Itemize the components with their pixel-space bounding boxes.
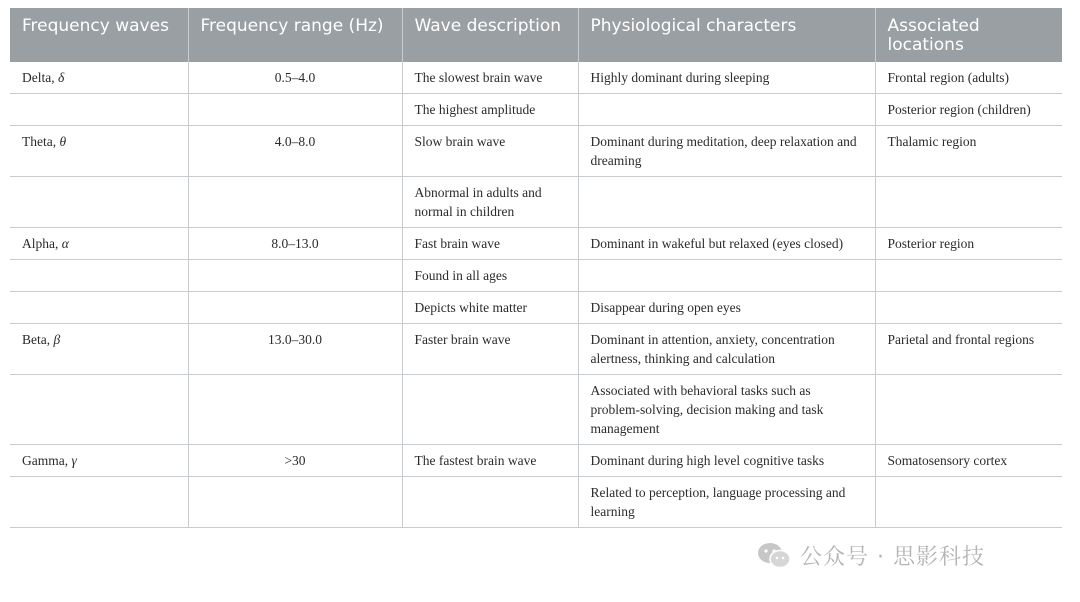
cell-associated-location: Somatosensory cortex — [875, 445, 1062, 477]
cell-wave-description: The highest amplitude — [402, 94, 578, 126]
cell-frequency-wave — [10, 292, 188, 324]
table-row — [10, 445, 1062, 477]
cell-frequency-wave — [10, 228, 188, 260]
cell-physiological-characters: Associated with behavioral tasks such as problem-solving, decision making and task management — [578, 375, 875, 445]
cell-physiological-characters — [578, 94, 875, 126]
cell-frequency-wave — [10, 477, 188, 528]
header-frequency-waves: Frequency waves — [10, 8, 188, 62]
table-header — [10, 8, 1062, 62]
cell-frequency-wave — [10, 375, 188, 445]
cell-frequency-range: 4.0–8.0 — [188, 126, 402, 177]
cell-associated-location: Posterior region — [875, 228, 1062, 260]
cell-wave-description: Depicts white matter — [402, 292, 578, 324]
wechat-icon — [756, 541, 792, 571]
cell-frequency-range: 8.0–13.0 — [188, 228, 402, 260]
table-row — [10, 477, 1062, 528]
table-row — [10, 94, 1062, 126]
wave-symbol: β — [53, 332, 61, 347]
header-associated-locations: Associated locations — [875, 8, 1062, 62]
cell-associated-location: Thalamic region — [875, 126, 1062, 177]
cell-frequency-wave — [10, 445, 188, 477]
cell-frequency-wave — [10, 177, 188, 228]
watermark-text: 公众号 · 思影科技 — [800, 545, 985, 570]
cell-frequency-range — [188, 477, 402, 528]
wave-symbol: α — [61, 236, 69, 251]
cell-wave-description: Abnormal in adults and normal in children — [402, 177, 578, 228]
cell-associated-location: Frontal region (adults) — [875, 62, 1062, 94]
table-row — [10, 177, 1062, 228]
cell-physiological-characters: Dominant during high level cognitive tasks — [578, 445, 875, 477]
header-frequency-range: Frequency range (Hz) — [188, 8, 402, 62]
cell-frequency-wave — [10, 126, 188, 177]
wave-symbol: θ — [59, 134, 67, 149]
table-body — [10, 62, 1062, 528]
header-physiological-characters: Physiological characters — [578, 8, 875, 62]
cell-wave-description: Faster brain wave — [402, 324, 578, 375]
cell-frequency-range — [188, 94, 402, 126]
wave-symbol: γ — [71, 453, 77, 468]
cell-physiological-characters: Dominant in wakeful but relaxed (eyes closed) — [578, 228, 875, 260]
cell-associated-location — [875, 292, 1062, 324]
cell-associated-location — [875, 260, 1062, 292]
header-row — [10, 8, 1062, 62]
wave-name: Theta, — [22, 134, 60, 149]
cell-frequency-range: 13.0–30.0 — [188, 324, 402, 375]
cell-wave-description: The slowest brain wave — [402, 62, 578, 94]
cell-physiological-characters: Dominant in attention, anxiety, concentration alertness, thinking and calculation — [578, 324, 875, 375]
table-row — [10, 324, 1062, 375]
cell-frequency-range — [188, 375, 402, 445]
cell-physiological-characters: Disappear during open eyes — [578, 292, 875, 324]
cell-wave-description: The fastest brain wave — [402, 445, 578, 477]
table-row — [10, 62, 1062, 94]
wave-symbol: δ — [58, 70, 65, 85]
table-row — [10, 260, 1062, 292]
table-row — [10, 375, 1062, 445]
cell-physiological-characters: Related to perception, language processing and learning — [578, 477, 875, 528]
cell-frequency-range: 0.5–4.0 — [188, 62, 402, 94]
cell-associated-location: Posterior region (children) — [875, 94, 1062, 126]
cell-wave-description: Slow brain wave — [402, 126, 578, 177]
cell-associated-location — [875, 477, 1062, 528]
cell-wave-description: Fast brain wave — [402, 228, 578, 260]
cell-frequency-range — [188, 292, 402, 324]
cell-physiological-characters: Dominant during meditation, deep relaxation and dreaming — [578, 126, 875, 177]
cell-frequency-range: >30 — [188, 445, 402, 477]
brain-wave-table-container — [10, 8, 1062, 528]
watermark — [756, 540, 985, 571]
cell-frequency-wave — [10, 94, 188, 126]
brain-wave-table — [10, 8, 1062, 528]
header-wave-description: Wave description — [402, 8, 578, 62]
table-row — [10, 126, 1062, 177]
wave-name: Gamma, — [22, 453, 72, 468]
cell-physiological-characters — [578, 260, 875, 292]
cell-frequency-wave — [10, 62, 188, 94]
table-row — [10, 292, 1062, 324]
cell-associated-location — [875, 177, 1062, 228]
cell-frequency-wave — [10, 260, 188, 292]
cell-frequency-range — [188, 177, 402, 228]
cell-physiological-characters: Highly dominant during sleeping — [578, 62, 875, 94]
cell-associated-location: Parietal and frontal regions — [875, 324, 1062, 375]
cell-frequency-range — [188, 260, 402, 292]
cell-wave-description — [402, 477, 578, 528]
cell-physiological-characters — [578, 177, 875, 228]
cell-frequency-wave — [10, 324, 188, 375]
wave-name: Delta, — [22, 70, 58, 85]
wave-name: Alpha, — [22, 236, 62, 251]
cell-associated-location — [875, 375, 1062, 445]
cell-wave-description: Found in all ages — [402, 260, 578, 292]
table-row — [10, 228, 1062, 260]
cell-wave-description — [402, 375, 578, 445]
wave-name: Beta, — [22, 332, 54, 347]
